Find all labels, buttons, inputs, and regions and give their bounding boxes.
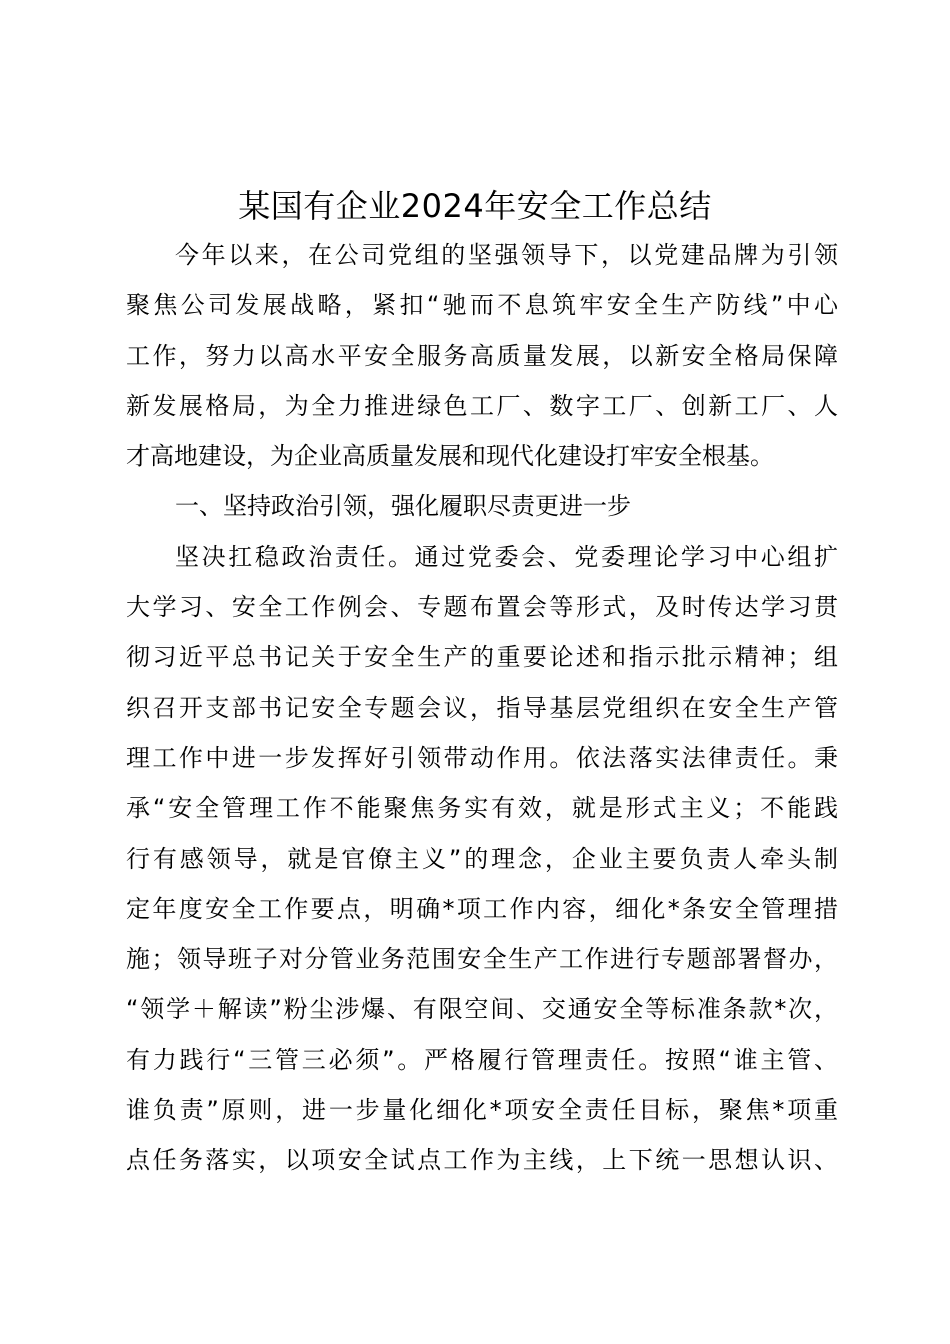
paragraph-line: 施；领导班子对分管业务范围安全生产工作进行专题部署督办，	[126, 945, 838, 974]
paragraph-line: 大学习、安全工作例会、专题布置会等形式，及时传达学习贯	[126, 593, 838, 622]
paragraph-line: 彻习近平总书记关于安全生产的重要论述和指示批示精神；组	[126, 643, 838, 672]
paragraph-line: 新发展格局，为全力推进绿色工厂、数字工厂、创新工厂、人	[126, 391, 838, 420]
paragraph-line: 承“安全管理工作不能聚焦务实有效，就是形式主义；不能践	[126, 794, 838, 823]
paragraph-line: 定年度安全工作要点，明确*项工作内容，细化*条安全管理措	[126, 894, 838, 923]
paragraph-line: 行有感领导，就是官僚主义”的理念，企业主要负责人牵头制	[126, 844, 838, 873]
paragraph-line: 有力践行“三管三必须”。严格履行管理责任。按照“谁主管、	[126, 1045, 838, 1074]
paragraph-line: 聚焦公司发展战略，紧扣“驰而不息筑牢安全生产防线”中心	[126, 291, 838, 320]
paragraph-line: “领学＋解读”粉尘涉爆、有限空间、交通安全等标准条款*次，	[126, 995, 838, 1024]
paragraph-line: 点任务落实，以项安全试点工作为主线，上下统一思想认识、	[126, 1146, 838, 1175]
paragraph-line: 织召开支部书记安全专题会议，指导基层党组织在安全生产管	[126, 693, 838, 722]
paragraph-line: 工作，努力以高水平安全服务高质量发展，以新安全格局保障	[126, 341, 838, 370]
paragraph-line: 坚决扛稳政治责任。通过党委会、党委理论学习中心组扩	[175, 542, 838, 571]
paragraph-line: 谁负责”原则，进一步量化细化*项安全责任目标，聚焦*项重	[126, 1096, 838, 1125]
document-title: 某国有企业2024年安全工作总结	[238, 187, 712, 225]
paragraph-line: 今年以来，在公司党组的坚强领导下，以党建品牌为引领	[175, 241, 838, 269]
paragraph-line: 才高地建设，为企业高质量发展和现代化建设打牢安全根基。	[126, 442, 774, 471]
document-body	[126, 230, 838, 1186]
section-heading: 一、坚持政治引领，强化履职尽责更进一步	[175, 492, 631, 521]
paragraph-line: 理工作中进一步发挥好引领带动作用。依法落实法律责任。秉	[126, 743, 838, 772]
